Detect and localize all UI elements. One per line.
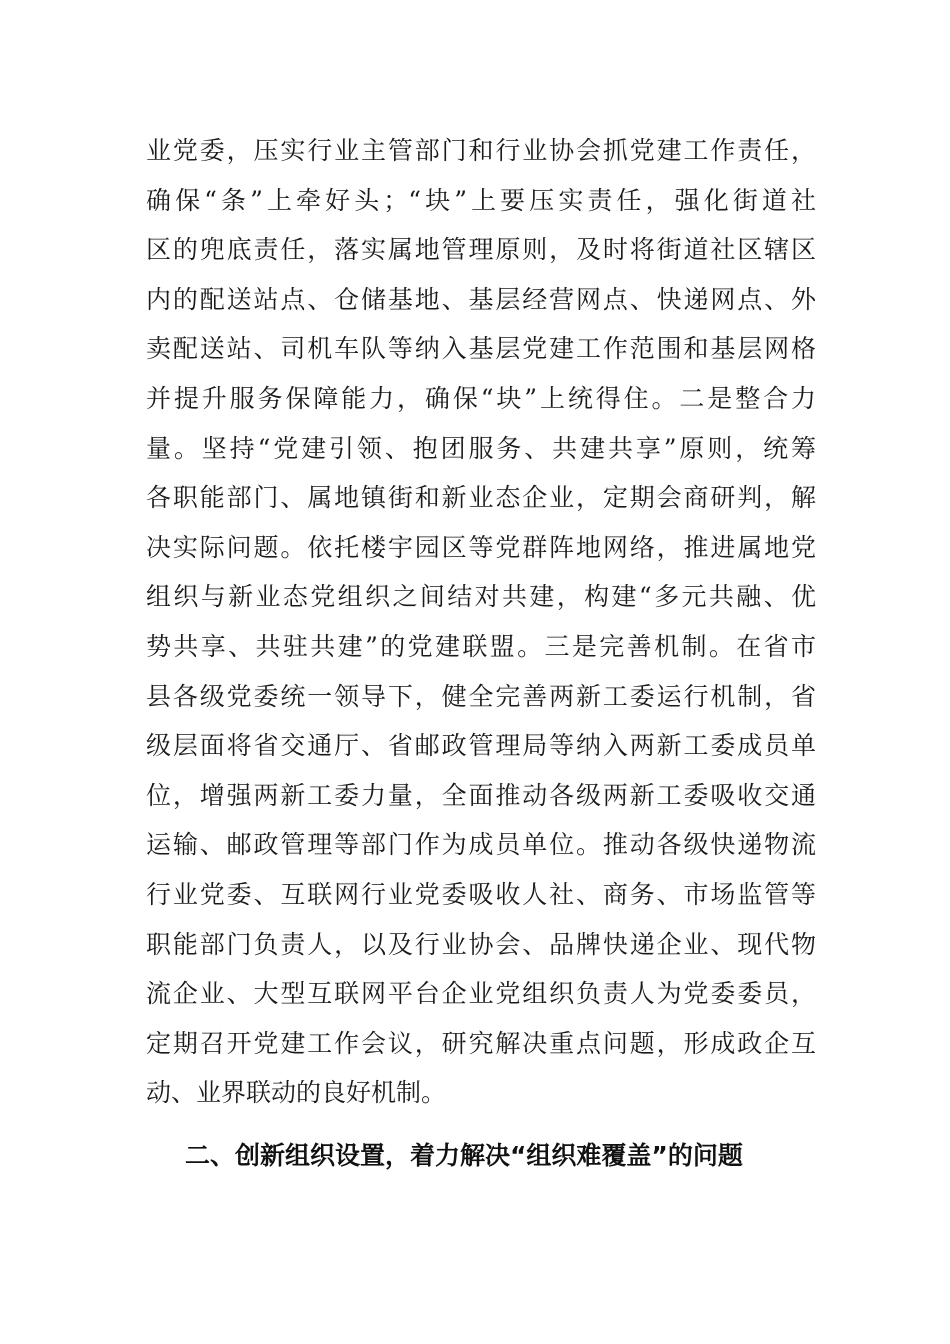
- text-line: 业党委，压实行业主管部门和行业协会抓党建工作责任，: [146, 136, 816, 165]
- text-line: 确保“条”上牵好头；“块”上要压实责任，强化街道社: [146, 185, 816, 215]
- body-paragraph: [146, 126, 816, 1118]
- text-line: 流企业、大型互联网平台企业党组织负责人为党委委员，: [146, 979, 816, 1009]
- text-line: 并提升服务保障能力，确保“块”上统得住。二是整合力: [146, 383, 816, 413]
- text-line: 势共享、共驻共建”的党建联盟。三是完善机制。在省市: [146, 631, 816, 661]
- text-line: 各职能部门、属地镇街和新业态企业，定期会商研判，解: [146, 483, 816, 513]
- text-line: 决实际问题。依托楼宇园区等党群阵地网络，推进属地党: [146, 532, 816, 562]
- text-line: 职能部门负责人，以及行业协会、品牌快递企业、现代物: [146, 929, 816, 959]
- text-line: 量。坚持“党建引领、抱团服务、共建共享”原则，统筹: [146, 433, 816, 463]
- text-line: 组织与新业态党组织之间结对共建，构建“多元共融、优: [146, 582, 816, 612]
- text-line: 运输、邮政管理等部门作为成员单位。推动各级快递物流: [146, 830, 816, 860]
- text-line: 卖配送站、司机车队等纳入基层党建工作范围和基层网格: [146, 334, 816, 364]
- text-line: 行业党委、互联网行业党委吸收人社、商务、市场监管等: [146, 879, 816, 909]
- section-heading: 二、创新组织设置，着力解决“组织难覆盖”的问题: [185, 1141, 743, 1170]
- text-line: 县各级党委统一领导下，健全完善两新工委运行机制，省: [146, 681, 816, 711]
- text-line: 区的兜底责任，落实属地管理原则，及时将街道社区辖区: [146, 235, 816, 265]
- text-line: 内的配送站点、仓储基地、基层经营网点、快递网点、外: [146, 284, 816, 314]
- text-line: 定期召开党建工作会议，研究解决重点问题，形成政企互: [146, 1028, 816, 1058]
- text-line: 级层面将省交通厅、省邮政管理局等纳入两新工委成员单: [146, 731, 816, 761]
- text-line-last: 动、业界联动的良好机制。: [146, 1078, 447, 1108]
- text-line: 位，增强两新工委力量，全面推动各级两新工委吸收交通: [146, 780, 816, 810]
